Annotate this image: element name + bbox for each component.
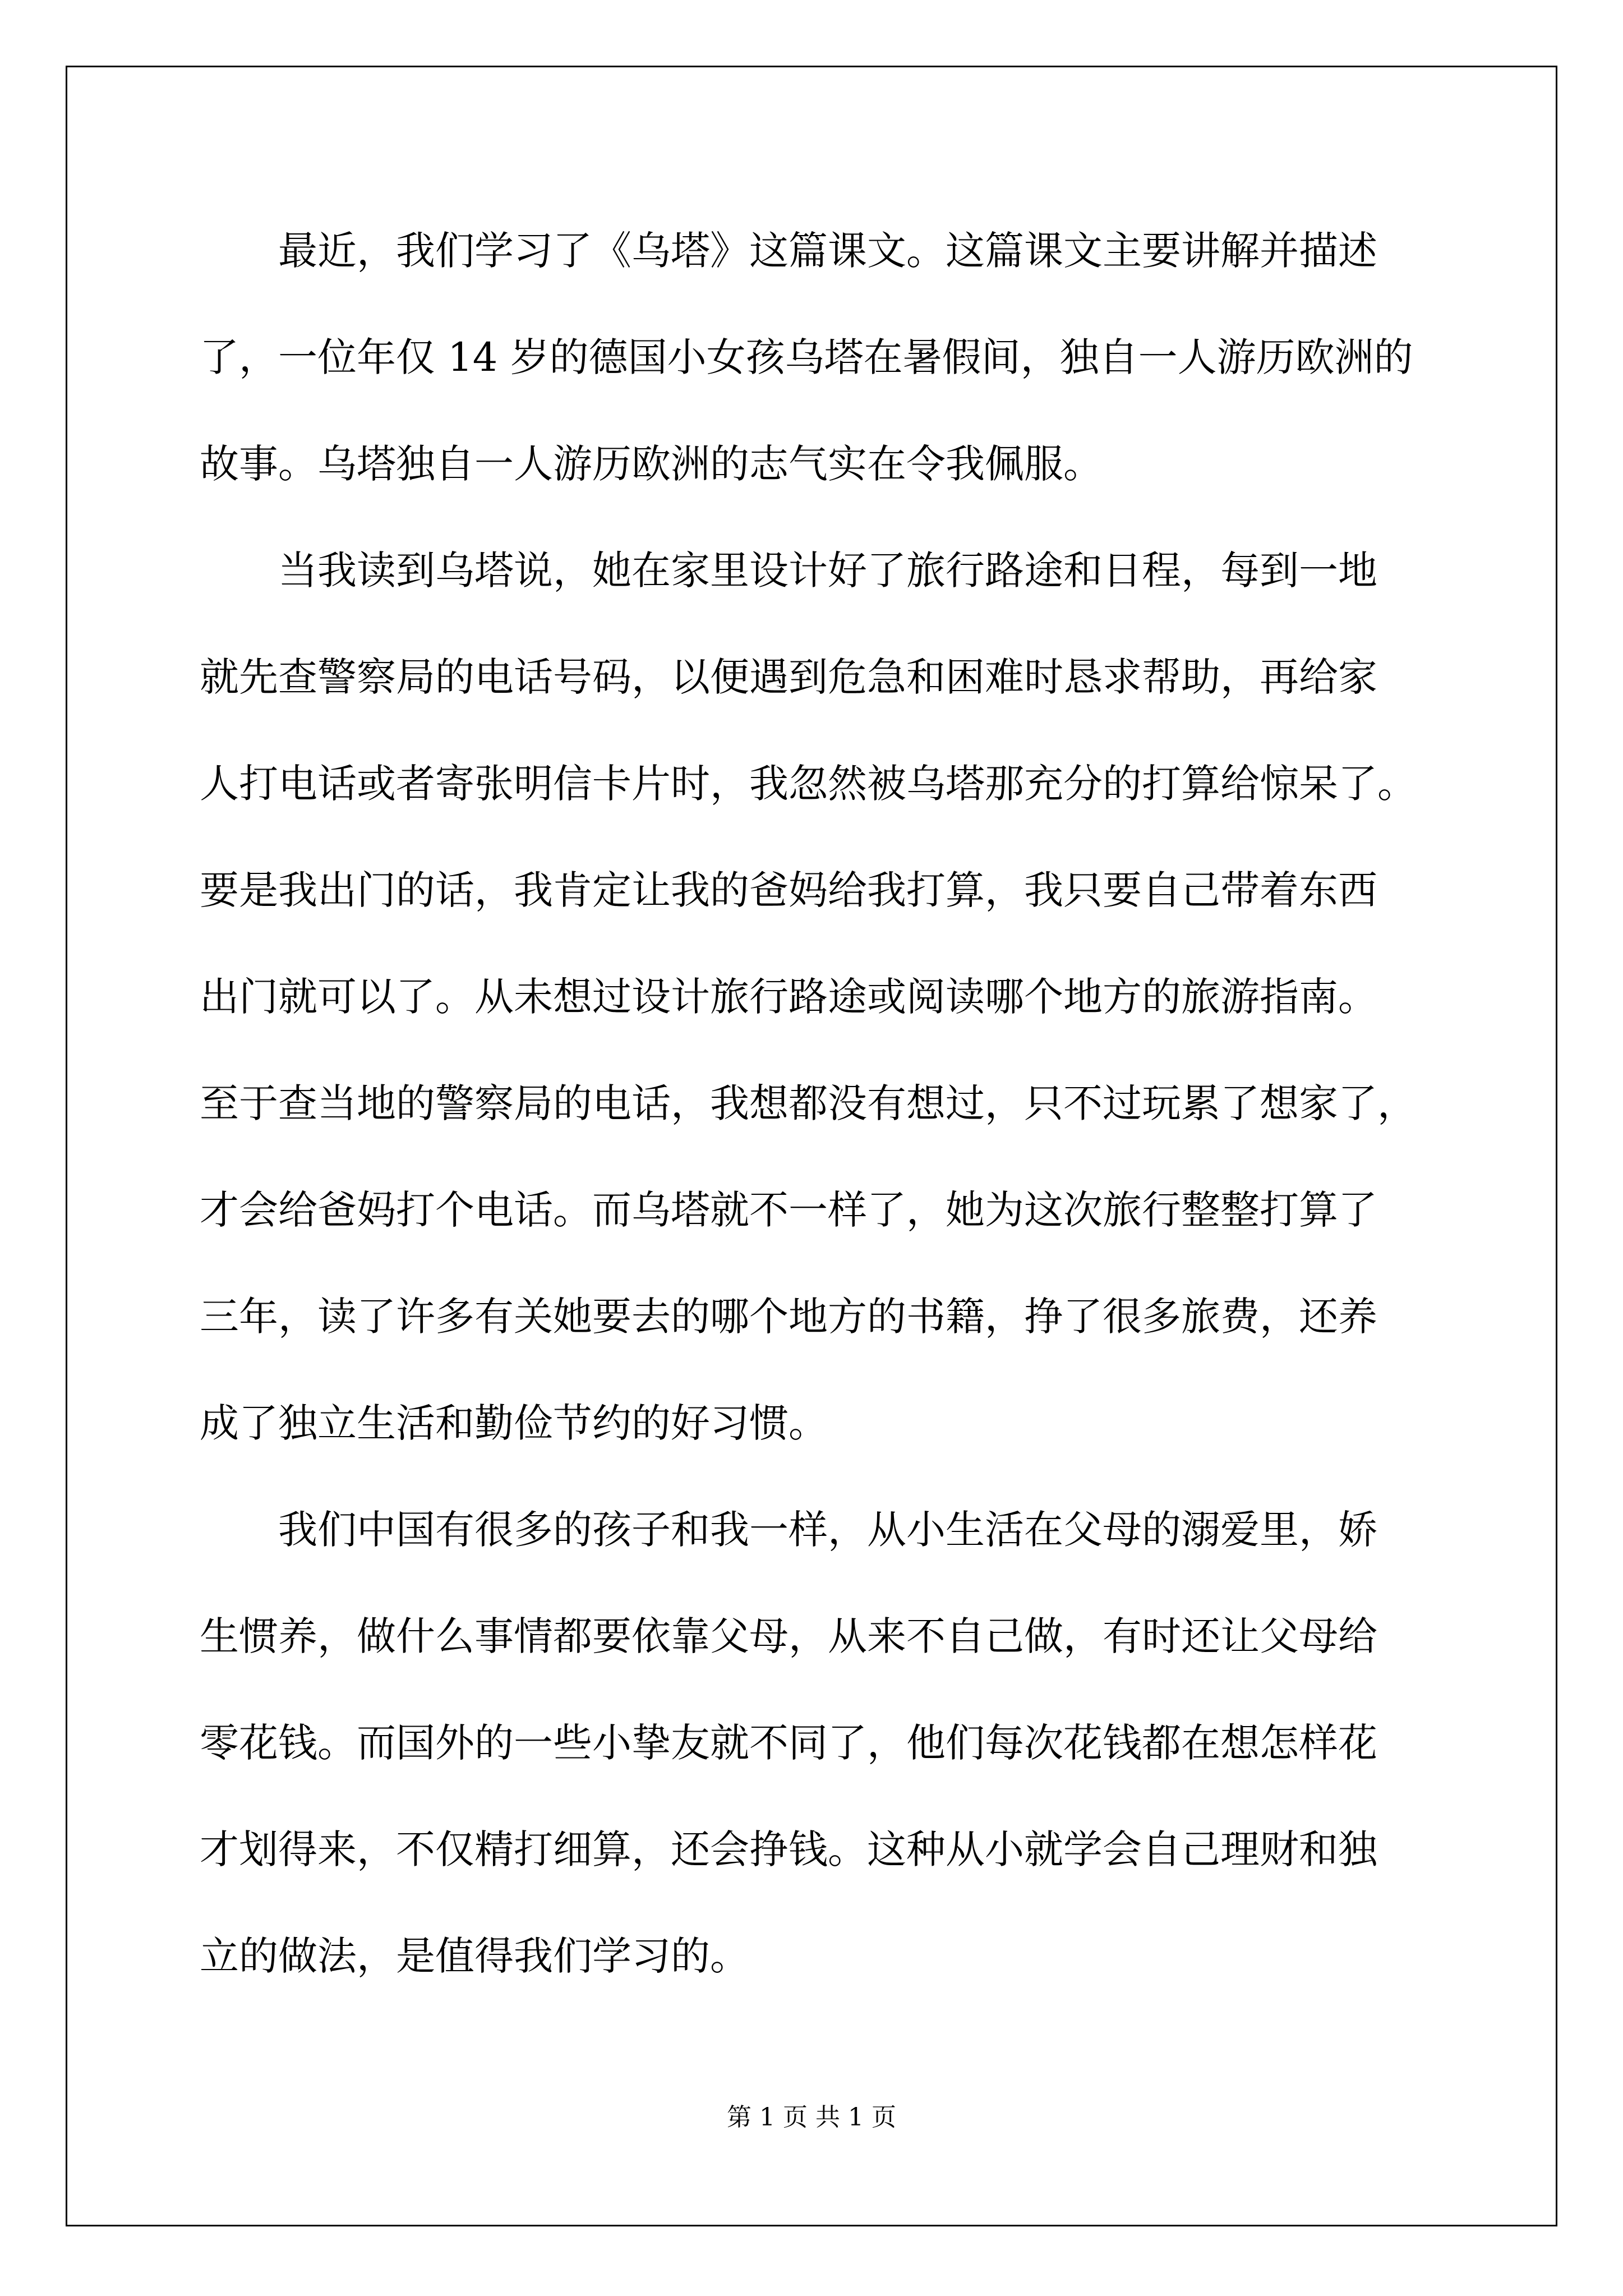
text-line: 生惯养，做什么事情都要依靠父母，从来不自己做，有时还让父母给 <box>200 1613 1377 1659</box>
text-line: 人打电话或者寄张明信卡片时，我忽然被乌塔那充分的打算给惊呆了。 <box>200 761 1417 807</box>
text-line: 了，一位年仅 14 岁的德国小女孩乌塔在暑假间，独自一人游历欧洲的 <box>200 334 1413 380</box>
text-line: 要是我出门的话，我肯定让我的爸妈给我打算，我只要自己带着东西 <box>200 867 1377 913</box>
text-line: 至于查当地的警察局的电话，我想都没有想过，只不过玩累了想家了， <box>200 1080 1417 1126</box>
page-number-footer: 第 1 页 共 1 页 <box>727 2103 896 2132</box>
text-line: 零花钱。而国外的一些小挚友就不同了，他们每次花钱都在想怎样花 <box>200 1720 1377 1766</box>
text-line: 就先查警察局的电话号码，以便遇到危急和困难时恳求帮助，再给家 <box>200 654 1377 700</box>
essay-body <box>200 197 1433 2009</box>
text-line: 才划得来，不仅精打细算，还会挣钱。这种从小就学会自己理财和独 <box>200 1826 1377 1872</box>
text-line: 我们中国有很多的孩子和我一样，从小生活在父母的溺爱里，娇 <box>278 1507 1377 1553</box>
text-line: 成了独立生活和勤俭节约的好习惯。 <box>200 1400 828 1446</box>
text-line: 才会给爸妈打个电话。而乌塔就不一样了，她为这次旅行整整打算了 <box>200 1187 1377 1233</box>
text-line: 当我读到乌塔说，她在家里设计好了旅行路途和日程，每到一地 <box>278 547 1377 593</box>
text-line: 最近，我们学习了《乌塔》这篇课文。这篇课文主要讲解并描述 <box>278 228 1377 274</box>
text-line: 三年，读了许多有关她要去的哪个地方的书籍，挣了很多旅费，还养 <box>200 1294 1377 1340</box>
text-line: 出门就可以了。从未想过设计旅行路途或阅读哪个地方的旅游指南。 <box>200 974 1377 1020</box>
text-line: 故事。乌塔独自一人游历欧洲的志气实在令我佩服。 <box>200 441 1103 487</box>
text-line: 立的做法，是值得我们学习的。 <box>200 1933 749 1979</box>
